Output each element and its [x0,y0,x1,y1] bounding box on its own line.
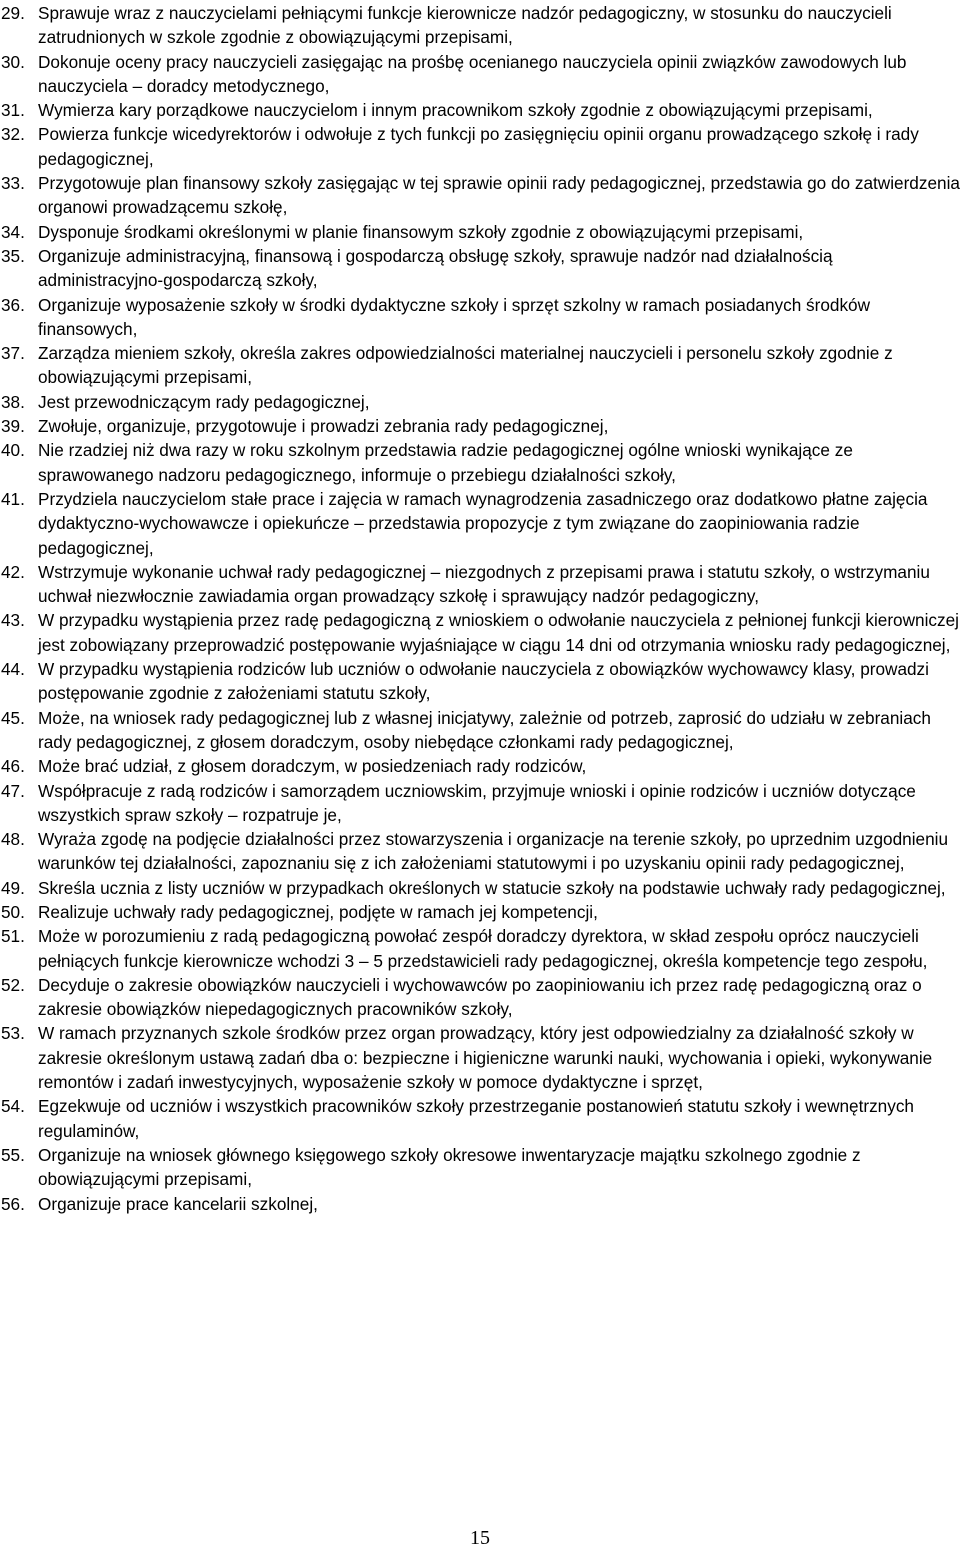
list-item [0,341,960,390]
item-number: 44. [1,659,25,680]
item-text: Realizuje uchwały rady pedagogicznej, podjęte w ramach jej kompetencji, [38,901,598,922]
item-text: Może brać udział, z głosem doradczym, w posiedzeniach rady rodziców, [38,756,587,777]
list-item [0,122,960,171]
item-number: 37. [1,343,25,364]
item-number: 40. [1,440,25,461]
list-item [0,487,960,560]
list-item [0,657,960,706]
list-item [0,560,960,609]
item-text: Wymierza kary porządkowe nauczycielom i innym pracownikom szkoły zgodnie z obowiązującymi przepisami, [38,100,873,121]
item-text: Organizuje prace kancelarii szkolnej, [38,1193,318,1214]
item-number: 49. [1,877,25,898]
item-number: 45. [1,707,25,728]
list-item [0,608,960,657]
page-number: 15 [470,1527,490,1549]
list-item [0,98,960,122]
item-text: Dokonuje oceny pracy nauczycieli zasięgając na prośbę ocenianego nauczyciela opinii związków zawodowych lub nauczyciela – doradcy metodycznego, [38,51,907,96]
item-text: W przypadku wystąpienia przez radę pedagogiczną z wnioskiem o odwołanie nauczyciela z pełnionej funkcji kierowniczej jest zobowiązany przeprowadzić postępowanie wyjaśniające w ciągu 14 dni od otrzymania wniosku rady pedagogicznej, [38,610,959,655]
item-number: 32. [1,124,25,145]
list-item [0,244,960,293]
item-text: Wyraża zgodę na podjęcie działalności przez stowarzyszenia i organizacje na terenie szkoły, po uprzednim uzgodnieniu warunków tej działalności, zapoznaniu się z ich założeniami statutowymi i po uzyskaniu opinii rady pedagogicznej, [38,829,949,874]
item-text: Zarządza mieniem szkoły, określa zakres odpowiedzialności materialnej nauczycieli i personelu szkoły zgodnie z obowiązującymi przepisami, [38,343,893,388]
item-number: 34. [1,221,25,242]
item-text: Organizuje administracyjną, finansową i gospodarczą obsługę szkoły, sprawuje nadzór nad działalnością administracyjno-gospodarczą szkoły, [38,245,833,291]
list-item [0,1094,960,1143]
list-item [0,1192,960,1216]
item-text: Może, na wniosek rady pedagogicznej lub z własnej inicjatywy, zależnie od potrzeb, zaprosić do udziału w zebraniach rady pedagogicznej, z głosem doradczym, osoby niebędące członkami rady pedagogicznej, [38,707,931,752]
item-text: W ramach przyznanych szkole środków przez organ prowadzący, który jest odpowiedzialny za działalność szkoły w zakresie określonym ustawą zadań dba o: bezpieczne i higieniczne warunki nauki, wychowania i opieki, wykonywanie remontów i zadań inwestycyjnych, wyposażenie szkoły w pomoce dydaktyczne i sprzęt, [38,1023,933,1093]
list-item [0,1143,960,1192]
item-number: 53. [1,1023,25,1044]
item-number: 48. [1,829,25,850]
item-text: Decyduje o zakresie obowiązków nauczycieli i wychowawców po zaopiniowaniu ich przez radę pedagogiczną oraz o zakresie obowiązków niepedagogicznych pracowników szkoły, [38,974,922,1020]
item-number: 30. [1,51,25,72]
item-text: Organizuje na wniosek głównego księgowego szkoły okresowe inwentaryzacje majątku szkolnego zgodnie z obowiązującymi przepisami, [38,1144,861,1190]
item-text: Jest przewodniczącym rady pedagogicznej, [38,391,370,412]
item-text: Dysponuje środkami określonymi w planie finansowym szkoły zgodnie z obowiązującymi przepisami, [38,221,804,242]
item-text: Skreśla ucznia z listy uczniów w przypadkach określonych w statucie szkoły na podstawie uchwały rady pedagogicznej, [38,877,946,898]
item-text: Organizuje wyposażenie szkoły w środki dydaktyczne szkoły i sprzęt szkolny w ramach posiadanych środków finansowych, [38,294,871,339]
item-text: Sprawuje wraz z nauczycielami pełniącymi funkcje kierownicze nadzór pedagogiczny, w stosunku do nauczycieli zatrudnionych w szkole zgodnie z obowiązującymi przepisami, [38,3,892,48]
item-number: 38. [1,391,25,412]
item-number: 31. [1,100,25,121]
list-item [0,924,960,973]
item-number: 29. [1,3,25,23]
item-text: Może w porozumieniu z radą pedagogiczną powołać zespół doradczy dyrektora, w skład zespołu oprócz nauczycieli pełniących funkcje kierownicze wchodzi 3 – 5 przedstawicieli rady pedagogicznej, określa kompetencje tego zespołu, [38,926,928,971]
item-text: Egzekwuje od uczniów i wszystkich pracowników szkoły przestrzeganie postanowień statutu szkoły i wewnętrznych regulaminów, [38,1096,914,1141]
list-item [0,827,960,876]
item-number: 42. [1,561,25,582]
numbered-list [0,1,960,1216]
item-number: 51. [1,926,25,947]
item-text: Przygotowuje plan finansowy szkoły zasięgając w tej sprawie opinii rady pedagogicznej, przedstawia go do zatwierdzenia organowi prowadzącemu szkołę, [38,173,960,218]
list-item [0,876,960,900]
item-text: Powierza funkcje wicedyrektorów i odwołuje z tych funkcji po zasięgnięciu opinii organu prowadzącego szkołę i rady pedagogicznej, [38,124,919,169]
list-item [0,754,960,778]
list-item [0,779,960,828]
list-item [0,293,960,342]
item-number: 54. [1,1096,25,1117]
list-item [0,1021,960,1094]
item-number: 36. [1,294,25,315]
item-number: 41. [1,488,25,509]
item-text: Zwołuje, organizuje, przygotowuje i prowadzi zebrania rady pedagogicznej, [38,416,609,437]
list-item [0,900,960,924]
item-text: Współpracuje z radą rodziców i samorządem uczniowskim, przyjmuje wnioski i opinie rodziców i uczniów dotyczące wszystkich spraw szkoły – rozpatruje je, [38,780,916,825]
item-number: 52. [1,974,25,995]
list-item [0,706,960,755]
item-number: 47. [1,780,25,801]
list-item [0,220,960,244]
item-text: Wstrzymuje wykonanie uchwał rady pedagogicznej – niezgodnych z przepisami prawa i statutu szkoły, o wstrzymaniu uchwał niezwłocznie zawiadamia organ prowadzący szkołę i sprawujący nadzór pedagogiczny, [38,561,930,607]
list-item [0,1,960,50]
item-text: Nie rzadziej niż dwa razy w roku szkolnym przedstawia radzie pedagogicznej ogólne wnioski wynikające ze sprawowanego nadzoru pedagogicznego, informuje o przebiegu działalności szkoły, [38,440,853,485]
list-item [0,438,960,487]
item-number: 46. [1,756,25,777]
item-number: 43. [1,610,25,631]
list-item [0,414,960,438]
list-item [0,50,960,99]
list-item [0,973,960,1022]
item-number: 33. [1,173,25,194]
item-number: 39. [1,416,25,437]
item-number: 55. [1,1144,25,1165]
item-text: W przypadku wystąpienia rodziców lub uczniów o odwołanie nauczyciela z obowiązków wychowawcy klasy, prowadzi postępowanie zgodnie z założeniami statutu szkoły, [38,659,929,704]
item-number: 56. [1,1193,25,1214]
list-item [0,390,960,414]
item-text: Przydziela nauczycielom stałe prace i zajęcia w ramach wynagrodzenia zasadniczego oraz dodatkowo płatne zajęcia dydaktyczno-wychowawcze i opiekuńcze – przedstawia propozycje z tym związane do zaopiniowania radzie pedagogicznej, [38,488,928,558]
item-number: 50. [1,901,25,922]
list-item [0,171,960,220]
item-number: 35. [1,245,25,266]
